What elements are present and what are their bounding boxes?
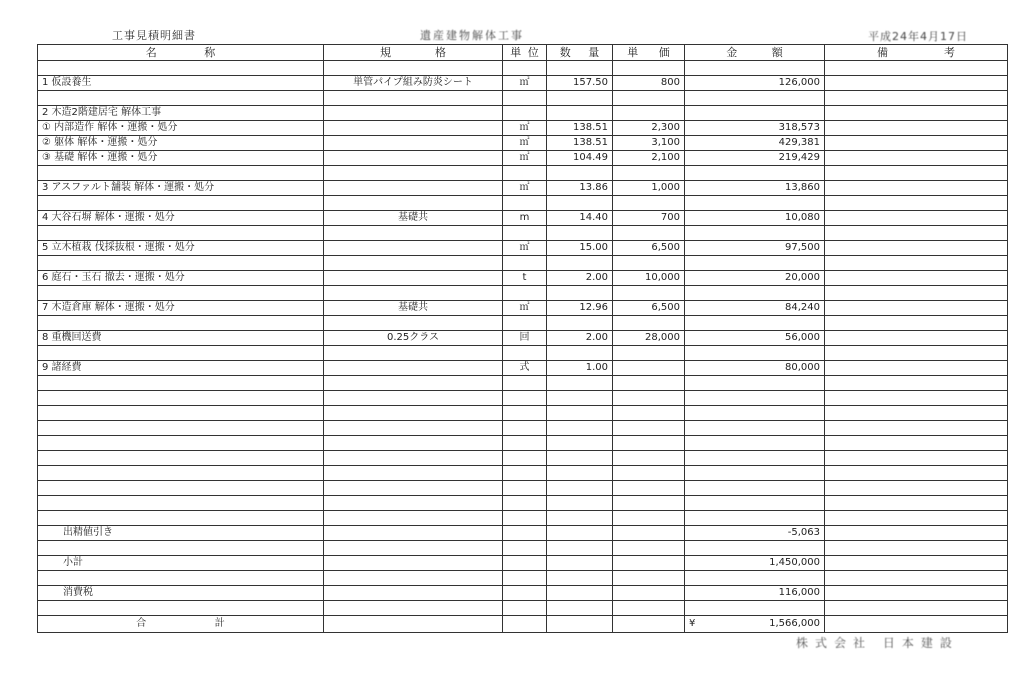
table-row	[38, 601, 1008, 616]
cell-spec	[324, 481, 503, 496]
col-header-price: 単 価	[613, 45, 685, 61]
cell-note	[825, 106, 1008, 121]
table-row	[38, 406, 1008, 421]
table-row	[38, 391, 1008, 406]
summary-label: 出精値引き	[38, 526, 324, 541]
table-row	[38, 61, 1008, 76]
cell-note	[825, 226, 1008, 241]
cell-name	[38, 346, 324, 361]
table-row	[38, 436, 1008, 451]
cell-qty	[547, 346, 613, 361]
cell-amount	[685, 196, 825, 211]
document-title: 工事見積明細書	[112, 29, 196, 42]
cell-unit: m	[503, 211, 547, 226]
cell-amount: 56,000	[685, 331, 825, 346]
summary-label: 消費税	[38, 586, 324, 601]
table-row	[38, 511, 1008, 526]
cell-name	[38, 451, 324, 466]
cell-qty	[547, 316, 613, 331]
cell-qty: 138.51	[547, 136, 613, 151]
cell-amount	[685, 226, 825, 241]
cell-qty	[547, 496, 613, 511]
cell-amount: 429,381	[685, 136, 825, 151]
cell-amount	[685, 106, 825, 121]
cell-name: 1 仮設養生	[38, 76, 324, 91]
cell-amount: 13,860	[685, 181, 825, 196]
cell-spec	[324, 196, 503, 211]
cell-price	[613, 61, 685, 76]
cell-unit	[503, 286, 547, 301]
cell-note	[825, 301, 1008, 316]
table-row	[38, 361, 1008, 376]
cell-unit	[503, 91, 547, 106]
estimate-table	[37, 44, 1008, 633]
cell-note	[825, 406, 1008, 421]
cell-price: 6,500	[613, 301, 685, 316]
cell-price: 2,300	[613, 121, 685, 136]
cell-spec	[324, 466, 503, 481]
cell-price	[613, 376, 685, 391]
cell-spec	[324, 271, 503, 286]
cell-spec	[324, 226, 503, 241]
cell-price	[613, 286, 685, 301]
cell-spec	[324, 316, 503, 331]
cell-qty	[547, 391, 613, 406]
cell-unit: ㎡	[503, 121, 547, 136]
table-row	[38, 106, 1008, 121]
cell-price	[613, 436, 685, 451]
total-label: 合 計	[38, 616, 324, 633]
cell-amount	[685, 436, 825, 451]
cell-note	[825, 376, 1008, 391]
cell-spec	[324, 361, 503, 376]
table-row	[38, 316, 1008, 331]
col-header-qty: 数 量	[547, 45, 613, 61]
cell-qty: 104.49	[547, 151, 613, 166]
cell-amount	[685, 481, 825, 496]
cell-qty: 2.00	[547, 271, 613, 286]
cell-spec	[324, 406, 503, 421]
cell-note	[825, 121, 1008, 136]
summary-amount: -5,063	[685, 526, 825, 541]
cell-price	[613, 451, 685, 466]
cell-name	[38, 481, 324, 496]
table-row	[38, 91, 1008, 106]
cell-name	[38, 196, 324, 211]
cell-spec	[324, 376, 503, 391]
cell-price: 10,000	[613, 271, 685, 286]
table-row	[38, 451, 1008, 466]
cell-spec	[324, 61, 503, 76]
cell-price	[613, 226, 685, 241]
cell-qty	[547, 406, 613, 421]
cell-spec	[324, 136, 503, 151]
summary-row	[38, 526, 1008, 541]
cell-note	[825, 511, 1008, 526]
cell-unit	[503, 196, 547, 211]
cell-qty	[547, 436, 613, 451]
summary-row	[38, 556, 1008, 571]
cell-amount: 318,573	[685, 121, 825, 136]
grand-total	[685, 616, 825, 633]
table-header-row	[38, 45, 1008, 61]
cell-price	[613, 166, 685, 181]
cell-amount: 80,000	[685, 361, 825, 376]
cell-price	[613, 481, 685, 496]
table-row	[38, 421, 1008, 436]
table-row	[38, 496, 1008, 511]
cell-qty	[547, 286, 613, 301]
cell-amount	[685, 376, 825, 391]
cell-amount	[685, 406, 825, 421]
cell-amount	[685, 466, 825, 481]
cell-spec	[324, 451, 503, 466]
cell-name	[38, 256, 324, 271]
cell-spec	[324, 421, 503, 436]
cell-amount	[685, 391, 825, 406]
col-header-spec: 規 格	[324, 45, 503, 61]
cell-name	[38, 496, 324, 511]
cell-qty	[547, 166, 613, 181]
cell-note	[825, 496, 1008, 511]
cell-amount	[685, 316, 825, 331]
project-name: 遺産建物解体工事	[420, 29, 524, 42]
cell-name: 9 諸経費	[38, 361, 324, 376]
cell-name: ② 躯体 解体・運搬・処分	[38, 136, 324, 151]
cell-note	[825, 316, 1008, 331]
cell-qty: 15.00	[547, 241, 613, 256]
cell-unit	[503, 166, 547, 181]
cell-name: 2 木造2階建居宅 解体工事	[38, 106, 324, 121]
cell-qty: 12.96	[547, 301, 613, 316]
cell-unit	[503, 511, 547, 526]
cell-unit	[503, 316, 547, 331]
cell-unit	[503, 376, 547, 391]
cell-name	[38, 511, 324, 526]
cell-unit	[503, 226, 547, 241]
cell-note	[825, 76, 1008, 91]
summary-amount: 1,450,000	[685, 556, 825, 571]
cell-spec: 単管パイプ組み防炎シート	[324, 76, 503, 91]
cell-name	[38, 421, 324, 436]
table-row	[38, 196, 1008, 211]
cell-amount	[685, 511, 825, 526]
col-header-name: 名 称	[38, 45, 324, 61]
cell-note	[825, 466, 1008, 481]
cell-qty: 157.50	[547, 76, 613, 91]
table-row	[38, 571, 1008, 586]
cell-amount	[685, 346, 825, 361]
cell-name	[38, 436, 324, 451]
cell-note	[825, 286, 1008, 301]
cell-name	[38, 406, 324, 421]
cell-qty	[547, 106, 613, 121]
cell-note	[825, 61, 1008, 76]
cell-amount: 10,080	[685, 211, 825, 226]
cell-amount	[685, 61, 825, 76]
table-row	[38, 466, 1008, 481]
cell-note	[825, 451, 1008, 466]
cell-spec: 基礎共	[324, 301, 503, 316]
cell-note	[825, 391, 1008, 406]
cell-name: 4 大谷石塀 解体・運搬・処分	[38, 211, 324, 226]
cell-qty	[547, 511, 613, 526]
cell-unit	[503, 436, 547, 451]
cell-qty: 13.86	[547, 181, 613, 196]
cell-unit: ㎡	[503, 241, 547, 256]
grand-total-amount: 1,566,000	[769, 618, 820, 629]
table-row	[38, 541, 1008, 556]
cell-name: 7 木造倉庫 解体・運搬・処分	[38, 301, 324, 316]
cell-name: 8 重機回送費	[38, 331, 324, 346]
cell-note	[825, 436, 1008, 451]
cell-spec	[324, 511, 503, 526]
cell-qty	[547, 91, 613, 106]
cell-spec	[324, 121, 503, 136]
cell-price	[613, 361, 685, 376]
cell-price: 1,000	[613, 181, 685, 196]
total-row	[38, 616, 1008, 633]
cell-price: 2,100	[613, 151, 685, 166]
cell-name: 3 アスファルト舗装 解体・運搬・処分	[38, 181, 324, 196]
cell-unit: ㎡	[503, 181, 547, 196]
cell-unit	[503, 391, 547, 406]
cell-name: ① 内部造作 解体・運搬・処分	[38, 121, 324, 136]
table-row	[38, 181, 1008, 196]
cell-amount	[685, 166, 825, 181]
cell-unit	[503, 406, 547, 421]
cell-price	[613, 496, 685, 511]
col-header-unit: 単 位	[503, 45, 547, 61]
cell-price	[613, 391, 685, 406]
table-row	[38, 166, 1008, 181]
cell-qty	[547, 376, 613, 391]
cell-name	[38, 61, 324, 76]
cell-unit	[503, 346, 547, 361]
cell-price: 800	[613, 76, 685, 91]
cell-amount: 84,240	[685, 301, 825, 316]
col-header-note: 備 考	[825, 45, 1008, 61]
cell-spec	[324, 166, 503, 181]
cell-unit	[503, 451, 547, 466]
table-row	[38, 151, 1008, 166]
summary-row	[38, 586, 1008, 601]
cell-price	[613, 406, 685, 421]
cell-unit	[503, 106, 547, 121]
cell-spec	[324, 241, 503, 256]
cell-price: 6,500	[613, 241, 685, 256]
cell-price	[613, 256, 685, 271]
cell-price	[613, 466, 685, 481]
cell-unit	[503, 481, 547, 496]
cell-spec	[324, 91, 503, 106]
cell-note	[825, 166, 1008, 181]
cell-price	[613, 511, 685, 526]
cell-note	[825, 481, 1008, 496]
cell-qty: 138.51	[547, 121, 613, 136]
cell-note	[825, 91, 1008, 106]
cell-spec	[324, 181, 503, 196]
company-stamp: 株式会社 日本建設	[796, 636, 959, 650]
table-row	[38, 76, 1008, 91]
table-row	[38, 256, 1008, 271]
table-row	[38, 481, 1008, 496]
cell-spec	[324, 151, 503, 166]
table-row	[38, 211, 1008, 226]
cell-note	[825, 241, 1008, 256]
cell-price	[613, 196, 685, 211]
table-row	[38, 136, 1008, 151]
summary-amount: 116,000	[685, 586, 825, 601]
cell-note	[825, 331, 1008, 346]
cell-price	[613, 346, 685, 361]
cell-amount	[685, 496, 825, 511]
cell-name	[38, 466, 324, 481]
cell-spec: 0.25クラス	[324, 331, 503, 346]
cell-spec	[324, 106, 503, 121]
cell-spec	[324, 346, 503, 361]
cell-amount: 219,429	[685, 151, 825, 166]
document-date: 平成24年4月17日	[868, 30, 968, 43]
cell-spec	[324, 436, 503, 451]
cell-price	[613, 421, 685, 436]
table-row	[38, 376, 1008, 391]
cell-unit: ㎡	[503, 151, 547, 166]
cell-price	[613, 316, 685, 331]
cell-qty	[547, 451, 613, 466]
cell-qty: 2.00	[547, 331, 613, 346]
cell-unit: ㎡	[503, 76, 547, 91]
cell-qty: 14.40	[547, 211, 613, 226]
cell-unit	[503, 466, 547, 481]
cell-amount	[685, 91, 825, 106]
cell-unit	[503, 61, 547, 76]
cell-spec	[324, 391, 503, 406]
cell-unit: 式	[503, 361, 547, 376]
cell-qty	[547, 466, 613, 481]
cell-name	[38, 286, 324, 301]
cell-note	[825, 256, 1008, 271]
cell-name: ③ 基礎 解体・運搬・処分	[38, 151, 324, 166]
cell-amount: 97,500	[685, 241, 825, 256]
cell-price: 28,000	[613, 331, 685, 346]
table-row	[38, 286, 1008, 301]
col-header-amount: 金 額	[685, 45, 825, 61]
cell-note	[825, 196, 1008, 211]
cell-note	[825, 346, 1008, 361]
cell-name	[38, 391, 324, 406]
cell-price	[613, 91, 685, 106]
cell-spec	[324, 286, 503, 301]
cell-spec	[324, 256, 503, 271]
cell-amount: 20,000	[685, 271, 825, 286]
cell-qty	[547, 196, 613, 211]
cell-qty	[547, 481, 613, 496]
cell-note	[825, 271, 1008, 286]
cell-name	[38, 166, 324, 181]
cell-qty	[547, 256, 613, 271]
cell-name	[38, 376, 324, 391]
cell-unit	[503, 256, 547, 271]
table-row	[38, 226, 1008, 241]
cell-price	[613, 106, 685, 121]
cell-unit: 回	[503, 331, 547, 346]
cell-price: 700	[613, 211, 685, 226]
table-row	[38, 121, 1008, 136]
cell-amount	[685, 421, 825, 436]
cell-note	[825, 421, 1008, 436]
cell-unit: t	[503, 271, 547, 286]
cell-price: 3,100	[613, 136, 685, 151]
cell-note	[825, 151, 1008, 166]
cell-note	[825, 361, 1008, 376]
cell-name: 5 立木植栽 伐採抜根・運搬・処分	[38, 241, 324, 256]
table-row	[38, 271, 1008, 286]
cell-note	[825, 136, 1008, 151]
cell-qty: 1.00	[547, 361, 613, 376]
cell-name	[38, 91, 324, 106]
cell-amount	[685, 286, 825, 301]
cell-amount	[685, 256, 825, 271]
cell-amount: 126,000	[685, 76, 825, 91]
cell-unit	[503, 496, 547, 511]
cell-unit	[503, 421, 547, 436]
cell-name	[38, 226, 324, 241]
cell-spec: 基礎共	[324, 211, 503, 226]
table-row	[38, 331, 1008, 346]
cell-note	[825, 181, 1008, 196]
table-row	[38, 241, 1008, 256]
cell-name: 6 庭石・玉石 撤去・運搬・処分	[38, 271, 324, 286]
table-row	[38, 346, 1008, 361]
yen-symbol: ¥	[689, 618, 696, 629]
cell-amount	[685, 451, 825, 466]
cell-qty	[547, 61, 613, 76]
table-row	[38, 301, 1008, 316]
summary-label: 小計	[38, 556, 324, 571]
cell-unit: ㎡	[503, 136, 547, 151]
cell-qty	[547, 226, 613, 241]
cell-spec	[324, 496, 503, 511]
cell-unit: ㎡	[503, 301, 547, 316]
cell-note	[825, 211, 1008, 226]
cell-name	[38, 316, 324, 331]
cell-qty	[547, 421, 613, 436]
